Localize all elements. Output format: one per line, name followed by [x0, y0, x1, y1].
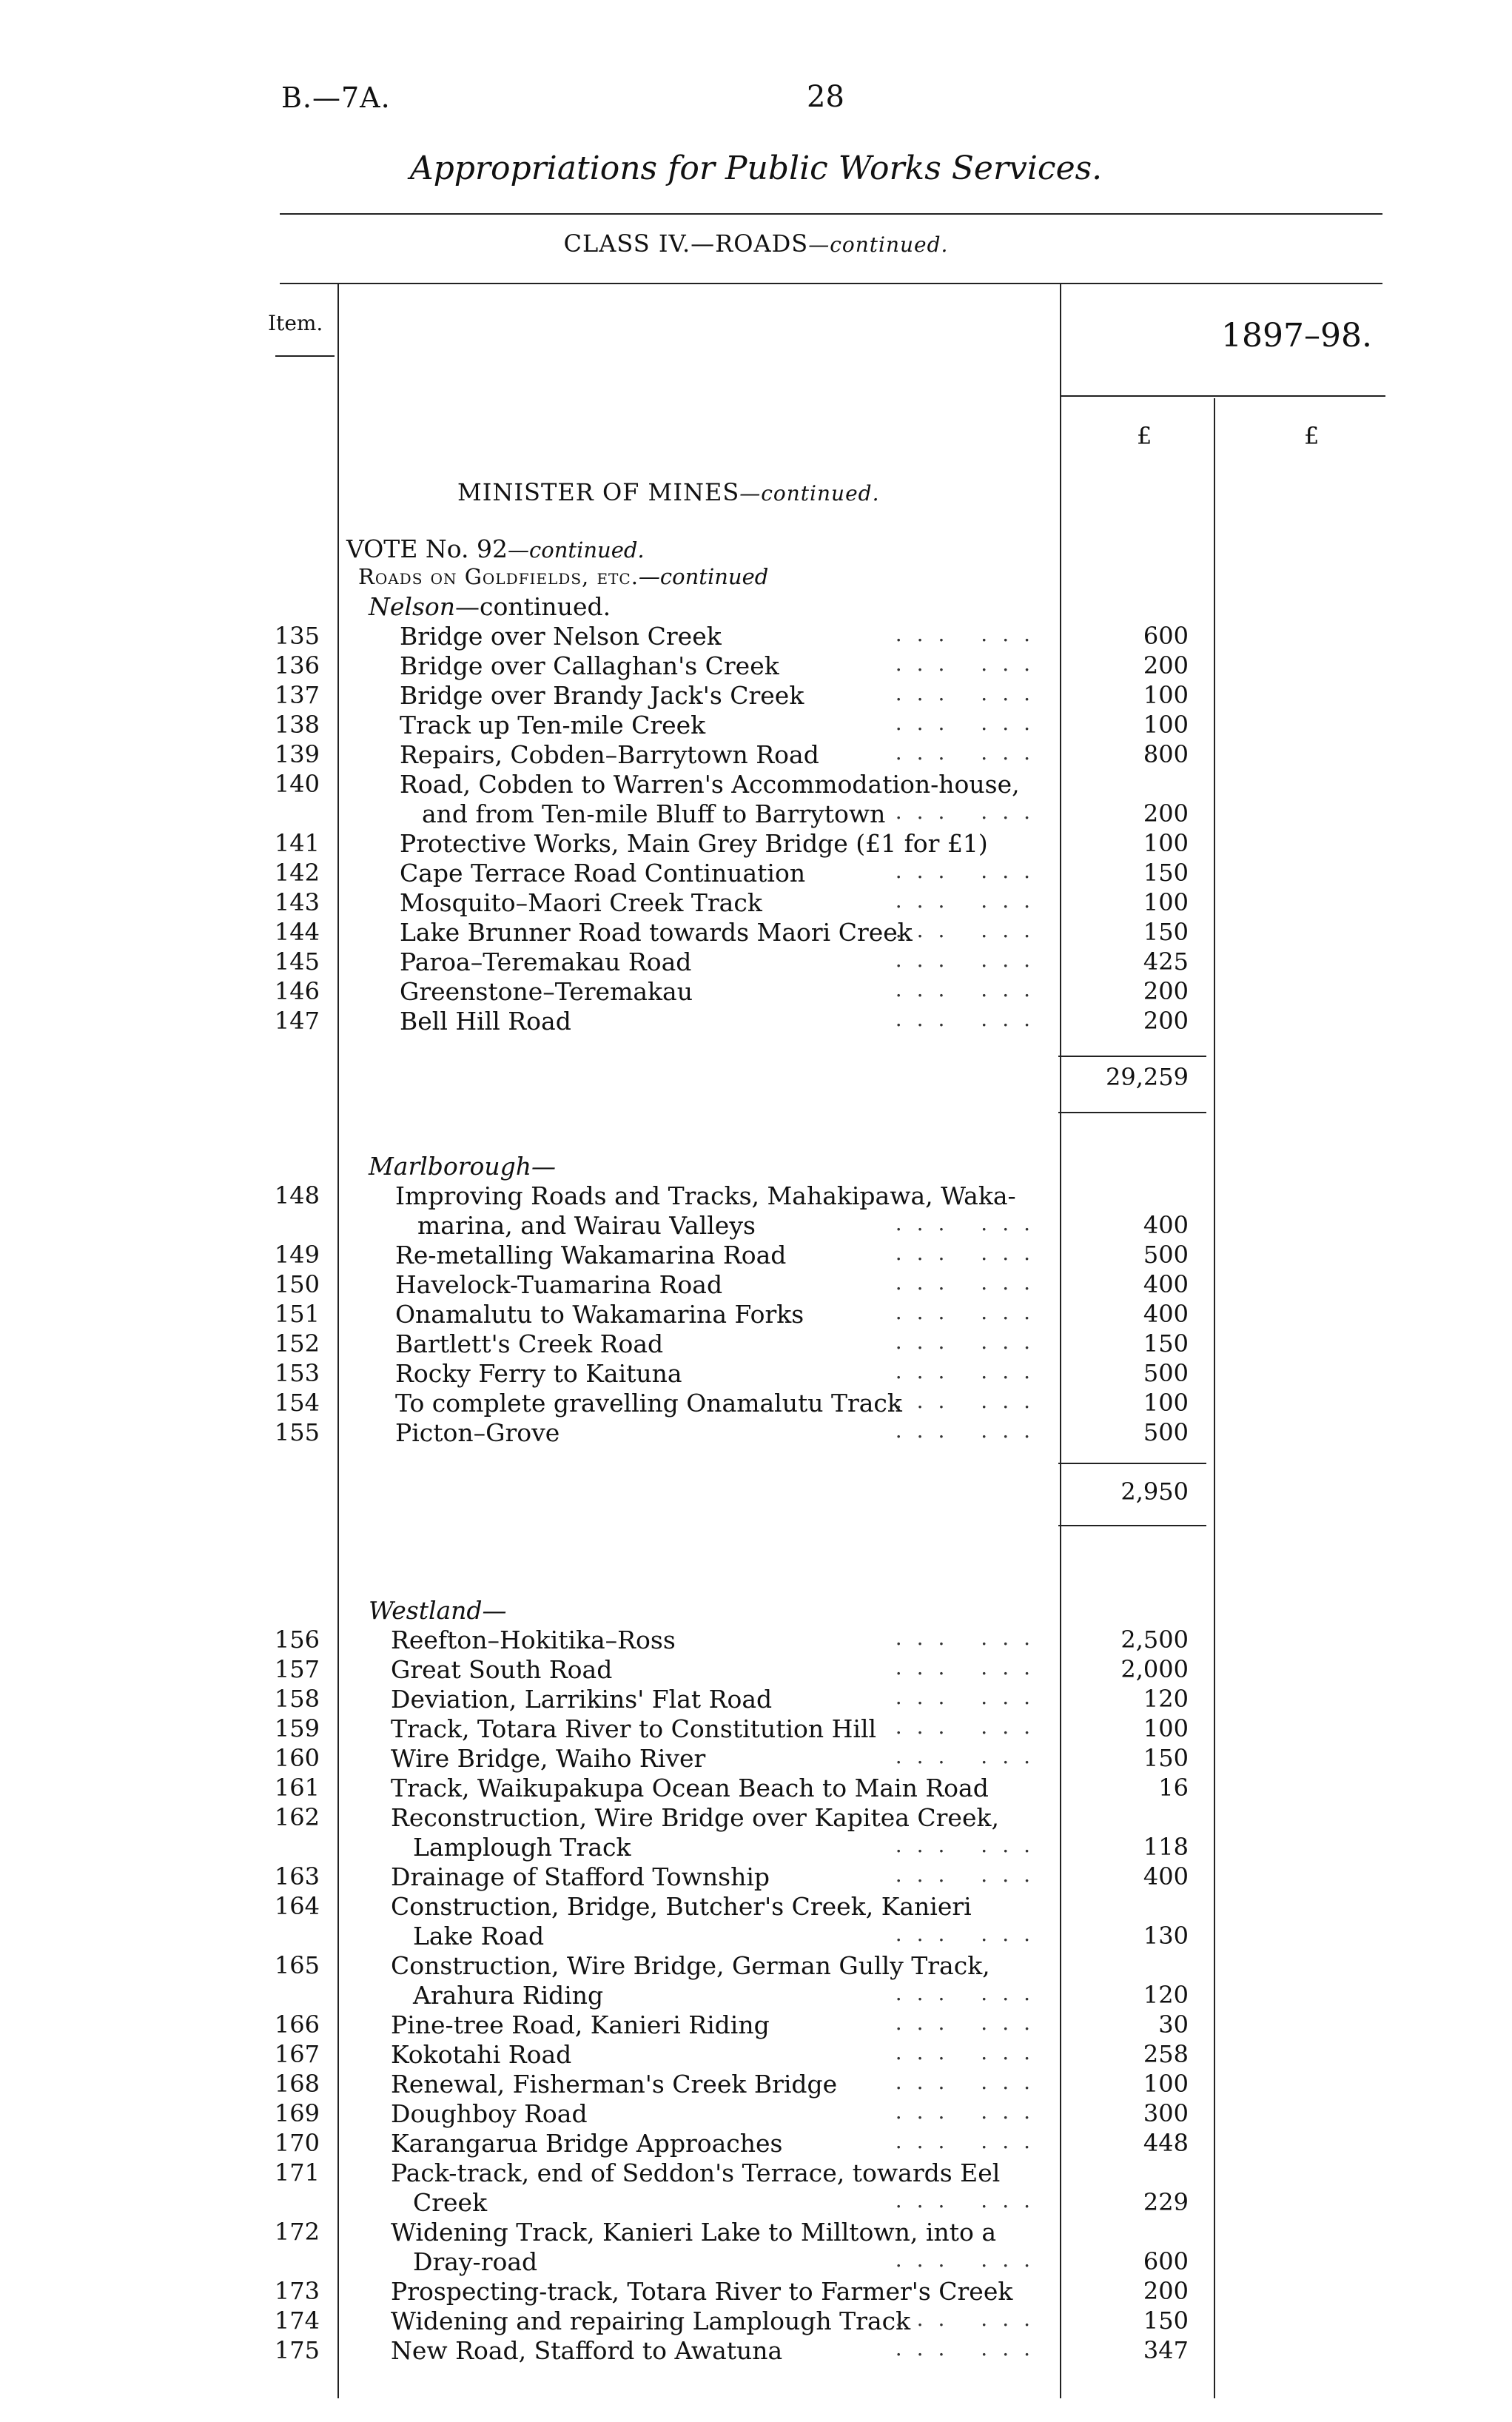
table-row	[0, 622, 1512, 651]
item-description: Improving Roads and Tracks, Mahakipawa, Waka-	[395, 1181, 1016, 1210]
item-description: Picton–Grove	[395, 1418, 560, 1447]
leader-dots: ... ...	[895, 1359, 1045, 1383]
leader-dots: ... ...	[895, 947, 1045, 972]
item-description: Doughboy Road	[391, 2099, 588, 2128]
item-number: 148	[274, 1181, 320, 1210]
item-description: Bridge over Brandy Jack's Creek	[400, 681, 804, 710]
item-description: Greenstone–Teremakau	[400, 977, 693, 1006]
item-description: To complete gravelling Onamalutu Track	[395, 1389, 902, 1418]
table-row	[0, 1685, 1512, 1714]
item-description: Great South Road	[391, 1655, 613, 1684]
item-description: New Road, Stafford to Awatuna	[391, 2336, 783, 2365]
class-heading-cont: —continued.	[808, 232, 949, 257]
table-row	[0, 1626, 1512, 1655]
table-row	[0, 1300, 1512, 1329]
leader-dots: ... ...	[895, 1329, 1045, 1354]
item-description: Construction, Bridge, Butcher's Creek, Kanieri	[391, 1892, 972, 1921]
leader-dots: ... ...	[895, 2188, 1045, 2213]
item-description: Pine-tree Road, Kanieri Riding	[391, 2010, 770, 2039]
item-amount: 600	[1143, 622, 1189, 650]
table-row	[0, 977, 1512, 1007]
table-row	[0, 2070, 1512, 2099]
currency-symbol-2: £	[1304, 422, 1320, 450]
item-amount: 500	[1143, 1359, 1189, 1387]
item-description: Bell Hill Road	[400, 1007, 571, 1036]
item-amount: 2,500	[1120, 1626, 1189, 1654]
table-row	[0, 2218, 1512, 2276]
item-description: Renewal, Fisherman's Creek Bridge	[391, 2070, 838, 2099]
item-amount: 16	[1158, 1774, 1189, 1802]
item-description: Mosquito–Maori Creek Track	[400, 888, 762, 917]
minister-heading	[457, 478, 879, 506]
item-amount: 150	[1143, 1744, 1189, 1772]
item-amount: 800	[1143, 740, 1189, 768]
item-number: 159	[274, 1714, 320, 1742]
item-amount: 100	[1143, 681, 1189, 709]
year-header: 1897–98.	[1221, 317, 1372, 355]
table-row	[0, 888, 1512, 918]
item-number: 145	[274, 947, 320, 976]
item-number: 139	[274, 740, 320, 768]
table-row	[0, 1270, 1512, 1300]
leader-dots: ... ...	[895, 651, 1045, 676]
item-amount: 100	[1143, 711, 1189, 739]
leader-dots: ... ...	[895, 2010, 1045, 2035]
item-amount: 347	[1143, 2336, 1189, 2364]
item-description: Widening Track, Kanieri Lake to Milltown, into a	[391, 2218, 997, 2247]
leader-dots: ... ...	[895, 1862, 1045, 1887]
leader-dots: ... ...	[895, 622, 1045, 646]
leader-dots: ... ...	[895, 681, 1045, 705]
table-row	[0, 947, 1512, 977]
item-amount: 200	[1143, 651, 1189, 680]
item-number: 152	[274, 1329, 320, 1358]
leader-dots: ... ...	[895, 1626, 1045, 1650]
table-row	[0, 1714, 1512, 1744]
item-number: 168	[274, 2070, 320, 2098]
table-row	[0, 1359, 1512, 1389]
table-row	[0, 1892, 1512, 1950]
item-amount: 150	[1143, 859, 1189, 887]
item-amount: 200	[1143, 2277, 1189, 2305]
marlborough-total-rule-top	[1058, 1463, 1206, 1464]
leader-dots: ... ...	[895, 1744, 1045, 1768]
item-description-continued: and from Ten-mile Bluff to Barrytown	[422, 799, 886, 828]
leader-dots: ... ...	[895, 2070, 1045, 2094]
item-number: 141	[274, 829, 320, 857]
currency-symbol-1: £	[1137, 422, 1152, 450]
item-description: Onamalutu to Wakamarina Forks	[395, 1300, 804, 1329]
item-description: Re-metalling Wakamarina Road	[395, 1241, 787, 1269]
nelson-heading-cont: —continued.	[455, 592, 611, 621]
item-amount: 100	[1143, 1714, 1189, 1742]
title-rule	[280, 213, 1382, 215]
item-description: Repairs, Cobden–Barrytown Road	[400, 740, 819, 769]
item-amount: 400	[1143, 1300, 1189, 1328]
item-amount: 400	[1143, 1862, 1189, 1891]
table-row	[0, 651, 1512, 681]
item-amount: 30	[1158, 2010, 1189, 2039]
westland-heading	[369, 1596, 507, 1625]
roads-heading-main: Roads on Goldfields, etc.	[358, 564, 639, 589]
item-amount: 200	[1143, 977, 1189, 1005]
item-number: 164	[274, 1892, 320, 1920]
item-description: Bridge over Callaghan's Creek	[400, 651, 779, 680]
table-row	[0, 859, 1512, 888]
item-number: 166	[274, 2010, 320, 2039]
leader-dots: ... ...	[895, 1241, 1045, 1265]
table-row	[0, 2010, 1512, 2040]
marlborough-total-rule-bottom	[1058, 1525, 1206, 1526]
item-number: 151	[274, 1300, 320, 1328]
class-heading-main: CLASS IV.—ROADS	[563, 229, 809, 258]
marlborough-heading-name: Marlborough—	[369, 1152, 557, 1181]
table-row	[0, 918, 1512, 947]
item-description: Bartlett's Creek Road	[395, 1329, 664, 1358]
table-row	[0, 2040, 1512, 2070]
item-column-header: Item.	[268, 311, 323, 335]
page-title: Appropriations for Public Works Services.	[409, 150, 1103, 187]
item-amount: 500	[1143, 1241, 1189, 1269]
leader-dots: ... ...	[895, 2129, 1045, 2153]
item-amount: 425	[1143, 947, 1189, 976]
westland-heading-name: Westland—	[369, 1596, 507, 1625]
leader-dots: ... ...	[895, 740, 1045, 765]
nelson-heading	[369, 592, 611, 621]
leader-dots: ... ...	[895, 1211, 1045, 1235]
item-amount: 120	[1143, 1981, 1189, 2009]
leader-dots: ... ...	[895, 1714, 1045, 1739]
table-row	[0, 2277, 1512, 2307]
roads-heading	[358, 564, 768, 589]
item-number: 158	[274, 1685, 320, 1713]
item-number: 170	[274, 2129, 320, 2157]
leader-dots: ... ...	[895, 1981, 1045, 2005]
vote-heading-cont: —continued.	[508, 537, 645, 563]
page-number: 28	[807, 80, 844, 114]
class-rule	[280, 283, 1382, 284]
nelson-total-rule-top	[1058, 1056, 1206, 1057]
item-description: Track up Ten-mile Creek	[400, 711, 706, 739]
item-number: 157	[274, 1655, 320, 1683]
item-amount: 448	[1143, 2129, 1189, 2157]
item-number: 147	[274, 1007, 320, 1035]
item-amount: 150	[1143, 2307, 1189, 2335]
item-number: 150	[274, 1270, 320, 1298]
item-number: 144	[274, 918, 320, 946]
item-number: 142	[274, 859, 320, 887]
item-amount: 258	[1143, 2040, 1189, 2068]
item-amount: 500	[1143, 1418, 1189, 1446]
table-row	[0, 1862, 1512, 1892]
item-amount: 200	[1143, 799, 1189, 828]
table-row	[0, 1774, 1512, 1803]
item-description: Wire Bridge, Waiho River	[391, 1744, 706, 1773]
leader-dots: ... ...	[895, 1270, 1045, 1295]
item-number: 167	[274, 2040, 320, 2068]
item-description: Construction, Wire Bridge, German Gully Track,	[391, 1951, 990, 1980]
item-description: Reefton–Hokitika–Ross	[391, 1626, 676, 1654]
item-number: 169	[274, 2099, 320, 2127]
item-number: 143	[274, 888, 320, 916]
item-number: 174	[274, 2307, 320, 2335]
table-row	[0, 681, 1512, 711]
item-description: Pack-track, end of Seddon's Terrace, towards Eel	[391, 2158, 1001, 2187]
item-amount: 100	[1143, 888, 1189, 916]
item-number: 136	[274, 651, 320, 680]
marlborough-heading	[369, 1152, 556, 1181]
year-rule	[1060, 395, 1385, 397]
item-amount: 400	[1143, 1211, 1189, 1239]
item-amount: 100	[1143, 2070, 1189, 2098]
item-amount: 2,000	[1120, 1655, 1189, 1683]
item-number: 153	[274, 1359, 320, 1387]
item-number: 175	[274, 2336, 320, 2364]
leader-dots: ... ...	[895, 859, 1045, 883]
leader-dots: ... ...	[895, 799, 1045, 824]
table-row	[0, 1418, 1512, 1448]
item-description: Bridge over Nelson Creek	[400, 622, 722, 651]
nelson-heading-name: Nelson	[369, 592, 456, 621]
item-number: 172	[274, 2218, 320, 2246]
table-row	[0, 1241, 1512, 1270]
table-row	[0, 2307, 1512, 2336]
item-amount: 130	[1143, 1922, 1189, 1950]
leader-dots: ... ...	[895, 888, 1045, 913]
table-row	[0, 1181, 1512, 1240]
item-description: Kokotahi Road	[391, 2040, 572, 2069]
item-number: 161	[274, 1774, 320, 1802]
item-number: 160	[274, 1744, 320, 1772]
item-description-continued: Creek	[413, 2188, 488, 2217]
minister-heading-cont: —continued.	[739, 481, 880, 506]
item-description: Widening and repairing Lamplough Track	[391, 2307, 911, 2335]
item-number: 156	[274, 1626, 320, 1654]
table-row	[0, 2099, 1512, 2129]
leader-dots: ... ...	[895, 2336, 1045, 2361]
minister-heading-main: MINISTER OF MINES	[457, 478, 740, 506]
marlborough-total: 2,950	[1120, 1477, 1189, 1506]
leader-dots: ... ...	[895, 977, 1045, 1002]
leader-dots: ... ...	[895, 1389, 1045, 1413]
leader-dots: ... ...	[895, 1418, 1045, 1443]
leader-dots: ... ...	[895, 711, 1045, 735]
table-row	[0, 1803, 1512, 1862]
item-description: Cape Terrace Road Continuation	[400, 859, 806, 888]
table-row	[0, 1951, 1512, 2010]
table-row	[0, 829, 1512, 859]
leader-dots: ... ...	[895, 2307, 1045, 2331]
item-number: 154	[274, 1389, 320, 1417]
leader-dots: ... ...	[895, 2247, 1045, 2272]
leader-dots: ... ...	[895, 2040, 1045, 2064]
item-description: Reconstruction, Wire Bridge over Kapitea Creek,	[391, 1803, 999, 1832]
item-number: 155	[274, 1418, 320, 1446]
item-number: 165	[274, 1951, 320, 1979]
item-description: Protective Works, Main Grey Bridge (£1 for £1)	[400, 829, 988, 858]
vote-heading-main: VOTE No. 92	[346, 534, 508, 563]
leader-dots: ... ...	[895, 1007, 1045, 1031]
leader-dots: ... ...	[895, 2099, 1045, 2124]
table-row	[0, 2336, 1512, 2366]
leader-dots: ... ...	[895, 1922, 1045, 1946]
item-number: 149	[274, 1241, 320, 1269]
table-row	[0, 2129, 1512, 2158]
nelson-total-rule-bottom	[1058, 1112, 1206, 1113]
item-description-continued: Lamplough Track	[413, 1833, 631, 1862]
item-description: Road, Cobden to Warren's Accommodation-house,	[400, 770, 1020, 799]
table-row	[0, 2158, 1512, 2217]
item-amount: 300	[1143, 2099, 1189, 2127]
item-description: Track, Waikupakupa Ocean Beach to Main Road	[391, 1774, 989, 1802]
item-description: Lake Brunner Road towards Maori Creek	[400, 918, 913, 947]
document-id: B.—7A.	[281, 81, 391, 114]
item-amount: 118	[1143, 1833, 1189, 1861]
item-amount: 150	[1143, 918, 1189, 946]
table-row	[0, 711, 1512, 740]
item-description: Track, Totara River to Constitution Hill	[391, 1714, 877, 1743]
item-description-continued: marina, and Wairau Valleys	[417, 1211, 756, 1240]
item-amount: 400	[1143, 1270, 1189, 1298]
vote-heading	[346, 534, 645, 563]
item-number: 171	[274, 2158, 320, 2187]
item-description-continued: Lake Road	[413, 1922, 545, 1950]
item-amount: 150	[1143, 1329, 1189, 1358]
table-row	[0, 1655, 1512, 1685]
item-number: 140	[274, 770, 320, 798]
item-number: 163	[274, 1862, 320, 1891]
item-amount: 120	[1143, 1685, 1189, 1713]
item-number: 138	[274, 711, 320, 739]
item-number: 135	[274, 622, 320, 650]
item-amount: 600	[1143, 2247, 1189, 2275]
item-description: Rocky Ferry to Kaituna	[395, 1359, 682, 1388]
table-row	[0, 1389, 1512, 1418]
roads-heading-cont: —continued	[638, 564, 769, 589]
item-description: Paroa–Teremakau Road	[400, 947, 692, 976]
table-row	[0, 1329, 1512, 1359]
item-header-rule	[275, 355, 335, 357]
leader-dots: ... ...	[895, 1655, 1045, 1680]
item-description-continued: Dray-road	[413, 2247, 538, 2276]
table-row	[0, 1744, 1512, 1774]
item-description: Deviation, Larrikins' Flat Road	[391, 1685, 773, 1714]
leader-dots: ... ...	[895, 1685, 1045, 1709]
nelson-total: 29,259	[1106, 1063, 1189, 1091]
item-description: Havelock-Tuamarina Road	[395, 1270, 723, 1299]
item-number: 173	[274, 2277, 320, 2305]
item-description: Prospecting-track, Totara River to Farmer's Creek	[391, 2277, 1013, 2306]
item-amount: 229	[1143, 2188, 1189, 2216]
leader-dots: ... ...	[895, 1833, 1045, 1857]
item-number: 162	[274, 1803, 320, 1831]
class-heading	[0, 229, 1512, 258]
item-description: Drainage of Stafford Township	[391, 1862, 770, 1891]
item-description: Karangarua Bridge Approaches	[391, 2129, 783, 2158]
item-amount: 200	[1143, 1007, 1189, 1035]
item-number: 146	[274, 977, 320, 1005]
leader-dots: ... ...	[895, 918, 1045, 942]
item-amount: 100	[1143, 1389, 1189, 1417]
item-number: 137	[274, 681, 320, 709]
item-description-continued: Arahura Riding	[413, 1981, 604, 2010]
item-amount: 100	[1143, 829, 1189, 857]
leader-dots: ... ...	[895, 1300, 1045, 1324]
table-row	[0, 770, 1512, 828]
table-row	[0, 1007, 1512, 1036]
table-row	[0, 740, 1512, 770]
